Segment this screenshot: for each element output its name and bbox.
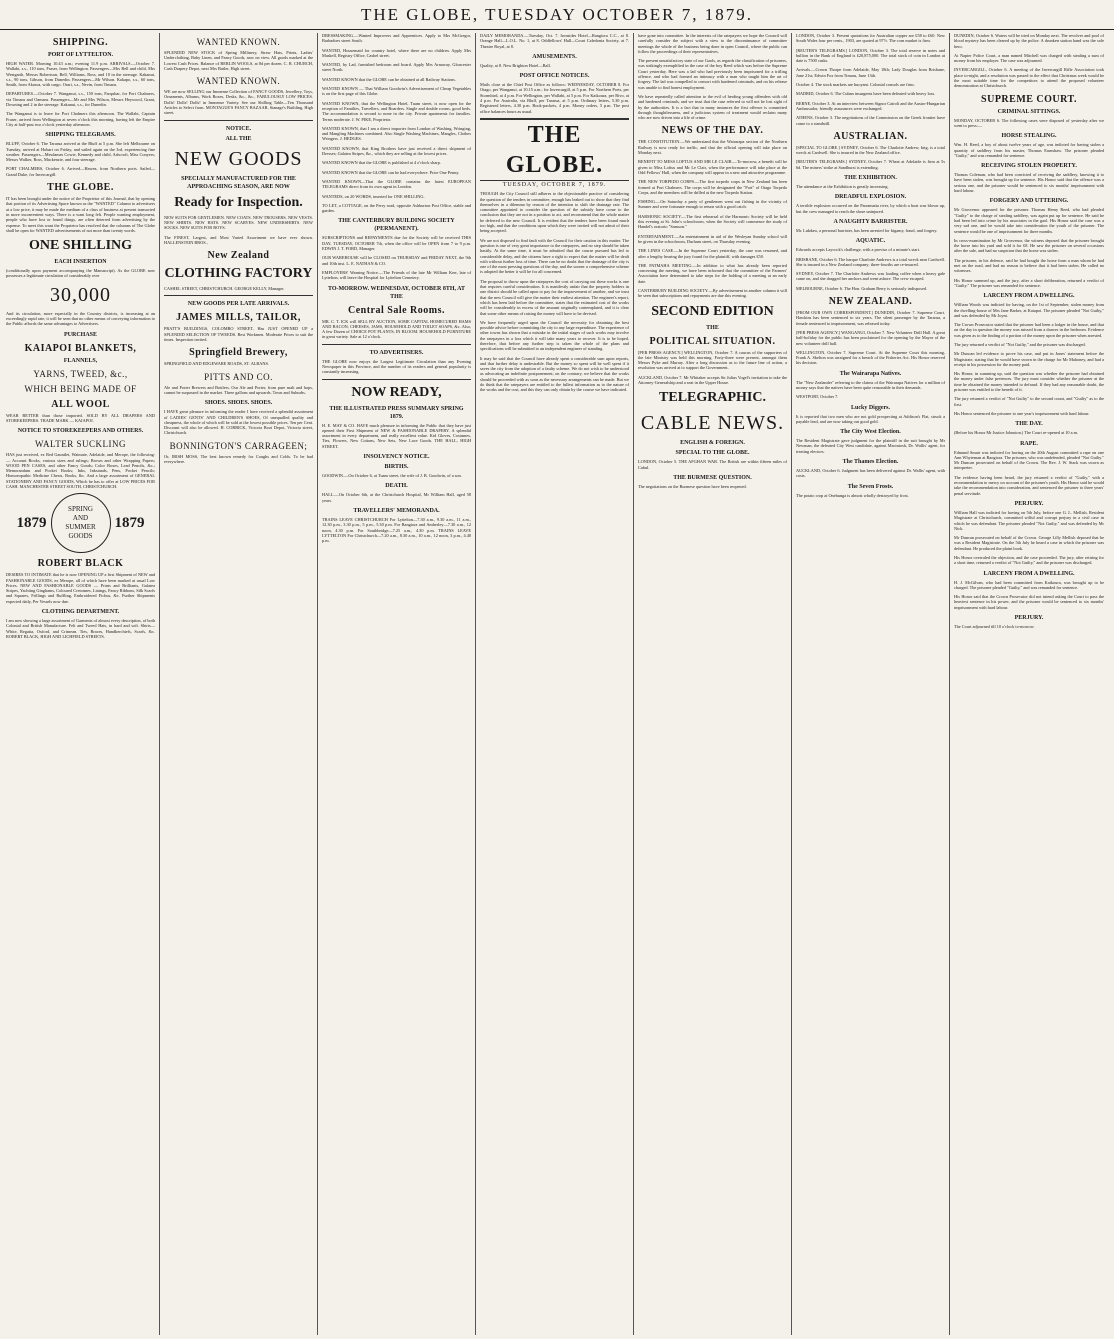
- article-paragraph: WANTED KNOWN, that I am a direct importer from London of Washing, Wringing, and Mangling Machines combined. Also Single Washing Machines, Mangles, Clothes Wringers. J. HEDGES.: [322, 125, 471, 142]
- article-paragraph: His Honor overruled the objection, and the case proceeded. The jury, after retiring for a short time, returned a verdict of "Not Guilty," and the prisoner was discharged.: [954, 555, 1104, 566]
- article-paragraph: WANTED KNOWN—That the GLOBE contains the latest EUROPEAN TELEGRAMS direct from its own agent in London.: [322, 178, 471, 190]
- display-heading: CLOTHING FACTORY: [164, 266, 313, 282]
- article-paragraph: SPRINGFIELD AND EDGEWARE ROADS, ST. ALBANS.: [164, 361, 269, 367]
- subheading: BONNINGTON'S CARRAGEEN;: [169, 440, 308, 451]
- article-paragraph: TRAINS LEAVE CHRISTCHURCH For Lyttelton—7.30 a.m., 9.30 a.m., 11 a.m., 12.30 p.m., 3.30 p.m., 5 p.m., 5.30 p.m. For Rangiora and Amberley—7.30 a.m., 12 noon, 4.30 p.m. For Southbridge—7.25 a.m., 4.30 p.m. TRAINS LEAVE LYTTELTON For Christchurch—7.20 a.m., 8.30 a.m., 10 a.m., 12 noon, 3 p.m., 4.40 p.m.: [322, 516, 471, 544]
- article-paragraph: The evidence having been heard, the jury returned a verdict of "Guilty," with a recommendation to mercy on account of the prisoner's youth. His Honor said he would take the recommendation into consideration, and sentenced the prisoner to three years' penal servitude.: [954, 474, 1104, 496]
- article-paragraph: Mr Duncan prosecuted on behalf of the Crown. George Lilly Mellish deposed that he was a Resident Magistrate. On the 5th July he heard a case in which the prisoner was defendant. He produced the plaint book.: [954, 535, 1104, 551]
- display-text: NEW GOODS: [174, 147, 303, 170]
- section-heading: SHIPPING.: [52, 37, 109, 48]
- minor-heading: THE BURMESE QUESTION.: [673, 474, 752, 481]
- article-paragraph: Mails close at the Chief Post Office as follows: WEDNESDAY, OCTOBER 8. For Otago, per Wanganui, at 10.15 a.m.; for Invercargill, at 5 p.m. For Northern Ports, per Stormbird, at 4 p.m. For Wellington, per Wallabi, at 5 p.m. For Kaikoura, per Rivo, at 4 p.m. For Australia, via Bluff, per Tararua, at 5 p.m. Ordinary letters, 5.30 p.m. Registered letters, 4.30 p.m. Book-packets, 4 p.m. Money orders, 5 p.m. The post office balances hours as usual.: [480, 82, 629, 114]
- article-paragraph: The Resident Magistrate gave judgment for the plaintiff in the suit brought by Mr Newman, the defeated City West candidate, against Macintosh, Dr. Wallis' agent, for treating electors.: [796, 438, 945, 454]
- article-paragraph: OUR WAREHOUSE will be CLOSED on THURSDAY and FRIDAY NEXT, the 9th and 10th inst. L. E. NATHAN & CO.: [322, 255, 471, 266]
- article-paragraph: PORT CHALMERS, October 6. Arrived—Hawea, from Northern ports. Sailed—Grand Duke, for Invercargill.: [6, 166, 155, 177]
- article-paragraph: WANTED KNOWN that the GLOBE can be had everywhere. Price One Penny.: [322, 169, 460, 175]
- article-paragraph: THE CONSTITUTION.—We understand that the Wairarapa section of the Northern Railway is now ready for traffic, and that the official opening will take place on Monday next.: [638, 139, 787, 156]
- minor-heading: Lucky Diggers.: [851, 404, 890, 411]
- article-paragraph: have gone into committee. In the interests of the ratepayers we hope the Council will carefully consider the subject with a view to the discontinuance of committee meetings the whole of the business being done in open Council, where the public can follow the proceedings of their representatives.: [638, 33, 787, 54]
- section-heading: ROBERT BLACK: [37, 558, 124, 570]
- minor-heading: DEATH.: [385, 483, 408, 490]
- column-7: [950, 33, 1108, 1335]
- minor-heading: EACH INSERTION: [54, 259, 107, 266]
- article-paragraph: WANTED KNOWN, that King Brothers have just received a direct shipment of Dresses; Galatea Stripes, &c., which they are selling at the lowest prices.: [322, 145, 471, 157]
- article-paragraph: ENTERTAINMENT.—An entertainment in aid of the Wesleyan Sunday school will be given in the schoolroom, Durham street, on Thursday evening.: [638, 233, 787, 244]
- seal-year-right: 1879: [114, 514, 145, 531]
- article-paragraph: William Woods was indicted for having, on the 1st of September, stolen money from the dwelling-house of Mrs Jane Barker, at Kaiapoi. The prisoner pleaded "Not Guilty," and was defended by Mr Joynt.: [954, 302, 1104, 318]
- minor-heading: NEW GOODS PER LATE ARRIVALS.: [187, 301, 290, 308]
- minor-heading: FORGERY AND UTTERING.: [989, 198, 1069, 205]
- article-paragraph: Wm. H. Reed, a boy of about twelve years of age, was indicted for having stolen a quantity of saddlery from his master, Thomas Earnshaw. The prisoner pleaded "Guilty," and was remanded for sentence.: [954, 142, 1104, 158]
- article-paragraph: [PER PRESS AGENCY.] WELLINGTON, October 7. A caucus of the supporters of the late Ministry was held this morning. Forty-three were present, amongst them Messrs Pyke and Murray. After a long discussion as to the future line of action, a resolution was arrived at to support the Government.: [638, 349, 787, 371]
- article-paragraph: The Crown Prosecutor stated that the prisoner had been a lodger in the house, and that on the day in question the money was missed from a drawer in the bedroom. Evidence was given as to the finding of a portion of the money upon the prisoner when arrested.: [954, 322, 1104, 338]
- section-heading: POLITICAL SITUATION.: [649, 335, 776, 347]
- column-5: [634, 33, 792, 1335]
- minor-heading: THE CANTERBURY BUILDING SOCIETY (PERMANENT).: [338, 218, 455, 233]
- article-paragraph: CANTERBURY BUILDING SOCIETY.—By advertisement in another column it will be seen that subscriptions and repayments are due this evening.: [638, 287, 787, 299]
- article-paragraph: MADRID, October 6. The Cuban insurgents have been defeated with heavy loss.: [796, 91, 936, 97]
- minor-heading: THE ILLUSTRATED PRESS SUMMARY SPRING 1879.: [329, 405, 464, 420]
- article-paragraph: We have frequently urged upon the Council the necessity for obtaining the best possible advice before committing the city to any large expenditure. The experience of other towns has shown that a mistake in the initial stages of such works may involve the ratepayers in a loss which it will take many years to recover. It is to be hoped, therefore, that before any further step is taken the whole of the plans and specifications will be submitted to an independent engineer of standing.: [480, 319, 629, 352]
- article-paragraph: WESTPORT, October 7.: [796, 394, 839, 400]
- article-paragraph: EMPLOYERS' Warning Notice.—The Friends of the late Mr William Kerr, late of Lyttelton, will leave the Hospital for Lyttelton Cemetery.: [322, 269, 471, 281]
- article-paragraph: HALL.—On October 6th, at the Christchurch Hospital, Mr William Hall, aged 58 years.: [322, 492, 471, 503]
- minor-heading: The City West Election.: [840, 429, 901, 436]
- minor-heading: FLANNELS,: [63, 357, 98, 364]
- column-6: [792, 33, 950, 1335]
- minor-heading: The Wairarapa Natives.: [839, 370, 902, 377]
- minor-heading: ENGLISH & FOREIGN.: [680, 440, 745, 447]
- minor-heading: NOTICE TO STOREKEEPERS AND OTHERS.: [17, 428, 144, 435]
- article-paragraph: THE GLOBE now enjoys the Largest Legitimate Circulation than any Evening Newspaper in this Province, and the number of its readers and general popularity is constantly increasing.: [322, 358, 471, 375]
- minor-heading: THE: [706, 324, 719, 331]
- article-paragraph: Ale and Porter Brewers and Bottlers. Our Ale and Porter, from pure malt and hops, cannot be surpassed in the market. Three gallons and upwards. Town and Suburbs.: [164, 384, 313, 395]
- article-paragraph: The Wanganui is to leave for Port Chalmers this afternoon. The Wallabi, Captain Fraser, arrived from Wellington at seven o'clock this morning, having left the Empire City at half-past two o'clock yesterday afternoon.: [6, 111, 155, 127]
- minor-heading: THE EXHIBITION.: [844, 175, 897, 182]
- article-paragraph: Arrivals.—Crown Thorpe from Adelaide, May 18th; Lady Douglas from Brisbane, June 21st; Edwin Fox from Timaru, June 13th.: [796, 67, 945, 78]
- article-paragraph: (conditionally upon payment accompanying the Manuscript). As the GLOBE now possesses a legitimate circulation of considerably over: [6, 268, 155, 279]
- article-paragraph: SYDNEY, October 7. The Charlotte Andrews was loading coffee when a heavy gale came on, and she dragged her anchors and went ashore. The crew escaped.: [796, 271, 945, 282]
- display-text: CABLE NEWS.: [640, 412, 785, 435]
- masthead-title: THE GLOBE, TUESDAY OCTOBER 7, 1879.: [360, 5, 754, 24]
- minor-heading: POST OFFICE NOTICES.: [519, 73, 590, 80]
- column-2: [160, 33, 318, 1335]
- article-paragraph: BLUFF, October 6. The Tararua arrived at the Bluff at 5 p.m. She left Melbourne on Tuesday, arrived at Hobart on Friday, and sailed again on the 3rd, experiencing fine weather. Passengers—Mesdames Cowie, Kennedy and child, Ashcroft, Miss Conyers; Messrs Walker, Ross, Mackenzie, and four steerage.: [6, 141, 155, 163]
- article-paragraph: The prisoner, in his defence, said he had bought the horse from a man whom he had met on the road, and had no reason to believe that it had been stolen. He called no witnesses.: [954, 257, 1104, 274]
- section-heading: JAMES MILLS, TAILOR,: [176, 312, 301, 324]
- article-paragraph: Quality, at 8. New Brighton Hotel—Ball.: [480, 62, 551, 68]
- article-paragraph: GOODWIN.—On October 6, at Tuam street, the wife of J. B. Goodwin, of a son.: [322, 473, 462, 479]
- minor-heading: SHIPPING TELEGRAMS.: [45, 132, 116, 139]
- article-paragraph: H. E. MAY & CO. HAVE much pleasure in informing the Public that they have just opened their First Shipment of NEW & FASHIONABLE DRAPERY. A splendid assortment in every department, and really excellent value. Kid Gloves, Costumes, Ties, Flowers, New Cottons, New Sets, New Lace Goods. THE HALL, HIGH STREET.: [322, 422, 471, 449]
- display-heading: Ready for Inspection.: [174, 194, 303, 210]
- article-paragraph: His Honor summed up, and the jury, after a short deliberation, returned a verdict of "Guilty." The prisoner was remanded for sentence.: [954, 277, 1104, 288]
- article-paragraph: DUNEDIN, October 6. Waters will be tried on Monday next. The revolver and pool of blood mystery has been cleared up by the police. A drunken station hand was the sole hero.: [954, 33, 1104, 49]
- article-paragraph: The jury returned a verdict of "Not Guilty" to the second count, and "Guilty" as to the first.: [954, 396, 1104, 407]
- spring-summer-goods-seal: SPRING AND SUMMER GOODS: [51, 493, 111, 553]
- minor-heading: LARCENY FROM A DWELLING.: [983, 570, 1075, 577]
- article-paragraph: MONDAY, OCTOBER 6. The following cases were disposed of yesterday after we went to press:—: [954, 117, 1104, 128]
- article-paragraph: We are not disposed to find fault with the Council for their caution in this matter. The question is one of very great importance to the ratepayers, and no step should be taken hastily. At the same time, it must be admitted that the course pursued has led to considerable delay, and the citizens have a right to expect that the matter will be dealt with without further loss of time. There can be no doubt that the drainage of the city is one of the most pressing questions of the day, and the sooner a comprehensive scheme is adopted the better it will be for all concerned.: [480, 237, 629, 275]
- article-paragraph: THE LINES CASE.—In the Supreme Court yesterday, the case was resumed, and after a lengthy hearing the jury found for the plaintiff, with damages £50.: [638, 248, 787, 259]
- dateline: TUESDAY, OCTOBER 7, 1879.: [502, 181, 607, 188]
- article-paragraph: THE PATMAHA MEETING.—In addition to what has already been reported concerning the meeting, we have been informed that the committee of the Farmers' Association have determined to take steps for the holding of a meeting at an early date.: [638, 262, 787, 284]
- minor-heading: TO-MORROW. WEDNESDAY, OCTOBER 8TH, AT THE: [327, 285, 466, 300]
- article-paragraph: LONDON, October 5. THE AFGHAN WAR. The British are within fifteen miles of Cabul.: [638, 459, 787, 470]
- column-rule: [322, 379, 471, 380]
- subheading: WHICH BEING MADE OF: [24, 383, 137, 394]
- article-paragraph: WANTED KNOWN, that the Wellington Hotel, Tuam street, is now open for the reception of Families, Travellers, and Boarders. Single and double rooms, good beds. The accommodation is second to none in the city. Private apartments for families. Terms moderate. J. W. PIKE, Proprietor.: [322, 100, 471, 122]
- article-paragraph: SUBSCRIPTIONS and REPAYMENTS due for the Society will be received THIS DAY, TUESDAY, OCTOBER 7th, when the office will be OPEN from 7 to 9 p.m. EDWIN J. T. FORD, Manager.: [322, 235, 471, 252]
- article-paragraph: WANTED KNOWN — That William Goodwin's Advertisement of Cheap Vegetables is on the first page of this Globe.: [322, 86, 471, 97]
- minor-heading: INSOLVENCY NOTICE.: [363, 454, 430, 461]
- minor-heading: RECEIVING STOLEN PROPERTY.: [981, 163, 1077, 170]
- subheading: WANTED KNOWN.: [196, 37, 281, 47]
- article-paragraph: The potato crop at Onehunga is almost wholly destroyed by frost.: [796, 492, 909, 498]
- article-paragraph: His Honor sentenced the prisoner to one year's imprisonment with hard labour.: [954, 410, 1090, 416]
- subheading: WALTER SUCKLING: [35, 439, 126, 450]
- article-paragraph: INVERCARGILL, October 6. A meeting of the Invercargill Rifle Association took place to-night, and a resolution was passed to the effect that Christmas week would be the most suitable time for the competitors to attend the proposed volunteer demonstration at Christchurch.: [954, 67, 1104, 89]
- column-rule: [164, 120, 313, 121]
- display-text: 30,000: [50, 283, 111, 306]
- minor-heading: The Seven Frosts.: [847, 483, 894, 490]
- article-paragraph: It is reported that two men who are not gold prospecting at Addison's Flat, struck a payable lead, and are now taking out good gold.: [796, 413, 945, 424]
- article-paragraph: WELLINGTON, October 7. Supreme Court. At the Supreme Court this morning, Frank A. Skelton was arraigned for a breach of the Fisheries Act. His Honor reserved his decision.: [796, 349, 945, 366]
- article-paragraph: BRISBANE, October 6. The barque Charlotte Andrews is a total wreck near Cardwell. She is insured in a New Zealand company; three-fourths are re-insured.: [796, 256, 945, 267]
- column-rule: [164, 295, 313, 296]
- minor-heading: BIRTHS.: [384, 464, 409, 471]
- article-paragraph: The jury returned a verdict of "Not Guilty," and the prisoner was discharged.: [954, 341, 1086, 347]
- column-4: [476, 33, 634, 1335]
- globe-nameplate: THE GLOBE.: [480, 118, 629, 181]
- article-paragraph: [REUTER'S TELEGRAMS.] LONDON, October 3. The total reserve in notes and bullion in the Bank of England is £20,875,000. The total stock of coin in London at date is 7500 casks.: [796, 47, 945, 64]
- column-3: [318, 33, 476, 1335]
- minor-heading: AQUATIC.: [855, 238, 886, 245]
- article-paragraph: Edmund Smart was indicted for having on the 20th August committed a rape on one Ann Whyteman at Rangiora. The prisoner, who was undefended, pleaded "Not Guilty." Mr Duncan prosecuted on behalf of the Crown. The Rev. J. W. Stack was sworn as interpreter.: [954, 449, 1104, 471]
- article-paragraph: PRATT'S BUILDINGS, COLOMBO STREET, Has JUST OPENED UP a SPLENDID SELECTION OF TWEEDS. Best Workmen. Moderate Prices to suit the times. Inspection invited.: [164, 326, 313, 343]
- article-paragraph: The "New Zealander" referring to the claims of the Wairarapa Natives for a million of money says that the natives have been quite reasonable in their demands.: [796, 379, 945, 390]
- article-paragraph: AUCKLAND, October 6. Judgment has been delivered against Dr. Wallis' agent, with costs.: [796, 468, 945, 479]
- minor-heading: The Thames Election.: [842, 459, 899, 466]
- minor-heading: PORT OF LYTTELTON.: [47, 52, 114, 58]
- article-paragraph: BENEFIT TO MESS LOFTUS AND MR LE CLAIR.—To-morrow, a benefit will be given to Miss Loftus and Mr Le Clair, when the performance will take place at the Odd Fellows' Hall, when the company will appear in a new and attractive programme.: [638, 159, 787, 175]
- display-heading: ONE SHILLING: [28, 238, 133, 254]
- article-paragraph: (Before his Honor Mr Justice Johnston.) The Court re-opened at 10 a.m.: [954, 430, 1079, 436]
- minor-heading: A NAUGHTY BARRISTER.: [833, 218, 908, 225]
- column-rule: [322, 344, 471, 345]
- section-heading: AUSTRALIAN.: [833, 130, 908, 142]
- article-paragraph: THE NEW TORPEDO CORPS.—The first torpedo corps in New Zealand has been formed at Port Chalmers. The corps will be designated the "Port" of Otago Torpedo Corps, and the members will be drilled at the new Torpedo Station.: [638, 179, 787, 195]
- article-paragraph: WANTED, Housemaid for country hotel, where there are no children. Apply Mrs Maskell, Registry Office, Cashel street.: [322, 47, 471, 58]
- article-paragraph: The FINEST, Largest, and Most Varied Assortment we have ever shown. HALLENSTEIN BROS.,: [164, 234, 313, 245]
- minor-heading: DREADFUL EXPLOSION.: [834, 194, 907, 201]
- article-paragraph: HARMONIC SOCIETY.—The first rehearsal of the Harmonic Society will be held this evening at St. John's schoolroom, when the Society will commence the study of Handel's oratorio "Samson.": [638, 213, 787, 230]
- article-paragraph: NEW SUITS FOR GENTLEMEN. NEW COATS. NEW TROUSERS. NEW VESTS. NEW SHIRTS. NEW HATS. NEW SCARVES. NEW UNDERSHIRTS. NEW SOCKS. NEW SUITS FOR BOYS.: [164, 214, 313, 231]
- minor-heading: CLOTHING DEPARTMENT.: [41, 609, 120, 616]
- article-paragraph: A terrible explosion occurred on the Parramatta river, by which a boat was blown up, but the crew managed to reach the shore uninjured.: [796, 203, 945, 214]
- article-paragraph: The attendance at the Exhibition is greatly increasing.: [796, 184, 889, 190]
- article-paragraph: His Honor said that the Crown Prosecutor did not intend asking the Court to pass the heaviest sentence in his power, and the prisoner would be sentenced to six months' imprisonment with hard labour.: [954, 594, 1104, 610]
- article-paragraph: Edwards accepts Laycock's challenge, with a proviso of a minute's start.: [796, 247, 920, 253]
- newspaper-columns: [2, 33, 1112, 1335]
- section-heading: Central Sale Rooms.: [348, 304, 445, 316]
- minor-heading: ALL THE: [225, 135, 252, 142]
- seal-year-left: 1879: [16, 514, 47, 531]
- article-paragraph: CASHEL STREET, CHRISTCHURCH. GEORGE KELLY, Manager.: [164, 286, 285, 292]
- article-paragraph: WEAR BETTER than those imported. SOLD BY ALL DRAPERS AND STOREKEEPERS. TRADE MARK — KAIAPOI.: [6, 412, 155, 423]
- article-paragraph: I am now showing a large assortment of Garments of almost every description, of both Colonial and British Manufacture. Felt and Tweed Hats, in hard and soft. Shirts—White, Regatta, Oxford, and Crimean. Ties, Braces, Handkerchiefs, Scarfs, &c. ROBERT BLACK, HIGH AND LICHFIELD STREETS.: [6, 618, 155, 639]
- article-paragraph: MR. C. T. ICK will SELL BY AUCTION, SOME CAPITAL HOMECURED HAMS AND BACON, CHEESES, JAMS, HOUSEHOLD AND TOILET SOAPS, &c. Also, A few Dozen of CHOICE POT PLANTS, IN BLOOM. HOUSEHOLD FURNITURE in great variety. Sale at 12 o'clock.: [322, 318, 471, 340]
- section-heading: New Zealand: [207, 250, 270, 262]
- article-paragraph: Mr Grosvenor appeared for the prisoner. Thomas Henry Reed, who had pleaded "Guilty" to the charge of stealing saddlery, was again put up for sentence. He said he had been led into crime by his associates in the gaol. His Honor said the case was a very sad one, and he would take into consideration the youth of the prisoner. The sentence would be one of imprisonment for three months.: [954, 207, 1104, 234]
- section-heading: Springfield Brewery,: [189, 347, 288, 359]
- article-paragraph: Mr Duncan led evidence to prove his case, and put in Jones' statement before the Magistrate, stating that he would have sworn in the charge for Mr Mahoney, and had a receipt in his possession for the money paid.: [954, 351, 1104, 367]
- minor-heading: SHOES. SHOES. SHOES.: [204, 400, 273, 407]
- display-heading: SECOND EDITION: [651, 303, 774, 319]
- subheading: WANTED KNOWN.: [196, 76, 281, 87]
- article-paragraph: MELBOURNE, October 6. The Hon. Graham Berry is seriously indisposed.: [796, 285, 928, 291]
- article-paragraph: THOUGH the City Council still adheres to the objectionable practice of considering the question of the tenders in committee, enough has leaked out to show that they find themselves in a dilemma by reason of the intention to shift the drainage rate. The committee appointed to consider the question of the subsidy have come to the conclusion that they are not in a position to act, and recommend that the whole matter be deferred to the new Council. It is evident that the tenders have been found much too high, and that the conditions upon which they were invited will not admit of their being accepted.: [480, 191, 629, 234]
- masthead: [0, 0, 1114, 30]
- minor-heading: PERJURY.: [1014, 615, 1044, 622]
- minor-heading: SPECIALLY MANUFACTURED FOR THE APPROACHING SEASON, ARE NOW: [181, 175, 296, 190]
- article-paragraph: Thomas Coleman, who had been convicted of receiving the saddlery, knowing it to have been stolen, was brought up for sentence. His Honor said that the offence was a serious one, and the prisoner would be sentenced to six months' imprisonment with hard labour.: [954, 172, 1104, 194]
- article-paragraph: William Hall was indicted for having on 5th July, before one G. L. Mellish, Resident Magistrate at Christchurch, committed wilful and corrupt perjury in a civil case in which he was defendant. The prisoner pleaded "Not Guilty," and was defended by Mr Nick.: [954, 509, 1104, 531]
- minor-heading: PERJURY.: [1014, 500, 1044, 507]
- article-paragraph: WANTED KNOWN that the GLOBE can be obtained at all Railway Stations.: [322, 76, 456, 82]
- minor-heading: CRIMINAL SITTINGS.: [997, 108, 1061, 115]
- minor-heading: TO ADVERTISERS.: [369, 349, 424, 356]
- minor-heading: HORSE STEALING.: [1001, 133, 1057, 140]
- article-paragraph: The negotiations on the Burmese question have been reopened.: [638, 483, 747, 489]
- section-heading: THE GLOBE.: [47, 182, 114, 194]
- article-paragraph: October 4. The stock markets are buoyant. Colonial consols are firm.: [796, 82, 915, 88]
- article-paragraph: [FROM OUR OWN CORRESPONDENT.] DUNEDIN, October 7. Supreme Court. Hawkins has been sentenced to six years. The silent passenger by the Tararua, a female sentenced to imprisonment, was released today.: [796, 310, 945, 326]
- article-paragraph: DEPARTURES.—October 7. Wanganui, s.s., 150 tons, Farquhar, for Port Chalmers, via Timaru and Oamaru. Passengers—Mr and Mrs Wilson, Messrs Heywood, Grant, Downing and 2 in the steerage. Kakanui, s.s., for Dunedin.: [6, 91, 155, 108]
- article-paragraph: We have repeatedly called attention to the evil of herding young offenders with old and hardened criminals, and we trust that the case referred to will not be lost sight of by the authorities. It is a fact that in many instances the first offence is committed through thoughtlessness, and a judicious system of treatment would reclaim many who are now driven into a life of crime.: [638, 93, 787, 121]
- minor-heading: RAPE.: [1020, 440, 1038, 447]
- article-paragraph: BERNE, October 3. At an interview between Signor Cairoli and the Austro-Hungarian Ambassador, friendly assurances were exchanged.: [796, 100, 945, 111]
- article-paragraph: H. J. McGilvan, who had been committed from Kaikoura, was brought up to be charged. The prisoner pleaded "Guilty," and was remanded for sentence.: [954, 579, 1104, 590]
- article-paragraph: WANTEDS, on 20 WORDS, inserted for ONE SHILLING.: [322, 193, 425, 199]
- article-paragraph: HIGH WATER. Morning 10.43 a.m.; evening 11.9 p.m. ARRIVALS.—October 7. Wallabi, s.s., 110 tons, Fraser, from Wellington. Passengers—Mrs Bell and child, Mrs Westgarth, Messrs Robertson, Bell, Williams, Ross, and 10 in the steerage. Kakanui, s.s., 90 tons, Gibson, from Dunedin. Passengers—Mr Wilson. Kakapo, s.s., 60 tons, Smith, from Akaroa, with cargo. Orari, s.s., Nevin, from Timaru.: [6, 61, 155, 88]
- article-paragraph: [SPECIAL TO GLOBE.] SYDNEY, October 6. The Charlotte Andrew, brig, is a total wreck at Cardwell. She is insured in the New Zealand office.: [796, 144, 945, 156]
- article-paragraph: WANTED, by Lad, furnished bedroom and board. Apply Mrs Arnaway, Gloucester street North.: [322, 62, 471, 73]
- minor-heading: TRAVELLERS' MEMORANDA.: [353, 507, 440, 514]
- article-paragraph: DESIRES TO INTIMATE that he is now OPENING UP a first Shipment of NEW and FASHIONABLE GOODS, ex Merope, all of which have been marked at usual Low Prices. NEW AND FASHIONABLE GOODS — Prints and Brilliants, Galatea Stripes, Yachting Ginghams, Coloured Cretonnes, Linings, Fancy Ribbons, Silk Scarfs and Squares, Frillings and Ruffling, Embroidered Fichus, &c. Further Shipments expected daily, Per Vessels now due.: [6, 572, 155, 604]
- article-paragraph: It may be said that the Council have already spent a considerable sum upon reports, and that further delay is undesirable. But the money so spent will be well spent if it saves the city from the adoption of a faulty scheme. We do not wish to be understood as advocating an indefinite postponement; on the contrary, we believe that the works should be proceeded with as soon as the necessary arrangements can be made. But we do think that the ratepayers are entitled to the fullest information as to the nature of the works and the cost, and this they can only obtain by the course we have indicated.: [480, 355, 629, 393]
- article-paragraph: LONDON, October 3. Present quotations for Australian copper are £58 to £60. New South Wales four per cents., 1903, are quoted at 97½. The corn market is firm.: [796, 33, 945, 44]
- article-paragraph: His Honor, in summing up, said the question was whether the prisoner had obtained the money under false pretences. The jury must consider whether the prisoner at the time he obtained the money intended to defraud. If they had any reasonable doubt, the prisoner was entitled to the benefit of it.: [954, 371, 1104, 393]
- article-paragraph: SPLENDID NEW STOCK of Spring Millinery, Straw Hats, Prints, Ladies' Underclothing, Baby Linen, and Fancy Goods, now on view. All goods marked at the Lowest Cash Prices. Balance of BERLIN WOOLS, at 8d per dozen. C. R. CHURCH, Cash Drapery Depot, next Mrs Butler, High street.: [164, 50, 313, 71]
- section-heading: ALL WOOL: [51, 398, 110, 410]
- section-heading: NEW ZEALAND.: [828, 296, 913, 308]
- article-paragraph: DAILY MEMORANDA.—Tuesday, Oct. 7. Ironsides Hotel—Rangiora C.C., at 8. Orange Hall—L.O.L. No. 1, at 8. Oddfellows' Hall—Court Caledonia Society, at 7. Theatre Royal, at 8.: [480, 33, 629, 49]
- article-paragraph: IT has been brought under the notice of the Proprietor of this Journal, that by opening that portion of its Advertising Space known as the "WANTED" Column to advertisers at a low price, it may be made the medium of a class of business at present transacted in more inconvenient ways. There is a want long felt. People wanting employment, people who have lost or found things, are often deterred from advertising by the expense. To meet this want the Proprietor has resolved that the columns of The Globe shall be open for WANTED advertisements of not more than twenty words.: [6, 196, 155, 233]
- subheading: PITTS AND CO.: [204, 371, 273, 382]
- minor-heading: LARCENY FROM A DWELLING.: [983, 293, 1075, 300]
- article-paragraph: And its circulation, more especially in the Country districts, is increasing at an exceedingly rapid rate, it will be seen that no other means of conveying information to the Public affords the same advantages to Advertisers.: [6, 310, 155, 327]
- article-paragraph: AUCKLAND, October 7. Mr Whitaker accepts Sir Julius Vogel's invitation to take the Attorney-Generalship and a seat in the Upper House.: [638, 374, 787, 386]
- column-1: [2, 33, 160, 1335]
- article-paragraph: The present unsatisfactory state of our Gaols, as regards the classification of prisoners, was strikingly exemplified in the case of the boy Reed which was before the Supreme Court yesterday. Here was a lad who had previously been imprisoned for a trifling offence, and who had formed an intimacy with a man who taught him the art of forgery. The lad was compelled to consort with hardened criminals, and on his release was unable to find honest employment.: [638, 58, 787, 90]
- display-heading: TELEGRAPHIC.: [659, 390, 766, 406]
- section-heading: SUPREME COURT.: [981, 93, 1077, 105]
- section-heading: NEWS OF THE DAY.: [661, 125, 764, 137]
- article-paragraph: Mr. Lukdaw, a personal barrister, has been arrested for bigamy, fraud, and forgery.: [796, 227, 938, 233]
- article-paragraph: DRESSMAKING.—Wanted Improvers and Apprentices. Apply to Mrs McGregor, Barbadoes street South.: [322, 33, 471, 44]
- article-paragraph: WE are now SELLING our Immense Collection of FANCY GOODS, Jewellery, Toys, Ornaments, Albums, Work Boxes, Desks, &c., &c., FABULOUSLY LOW PRICES. Dolls! Dolls! Dolls! in Immense Variety. See our Shilling Table—Ten Thousand Articles to Select from. MONTAGUE'S FANCY BAZAAR, Stanage's Building, High street.: [164, 89, 313, 116]
- minor-heading: SPECIAL TO THE GLOBE.: [675, 450, 750, 457]
- article-paragraph: In cross-examination by Mr Grosvenor, the witness deposed that the prisoner brought the horse into his yard and sold it for £8. He saw the prisoner on several occasions after the sale, and had no suspicion that the horse was stolen.: [954, 237, 1104, 254]
- article-paragraph: Or, IRISH MOSS, The best known remedy for Coughs and Colds. To be had everywhere.: [164, 453, 313, 465]
- article-paragraph: The Court adjourned till 10 o'clock to-morrow.: [954, 624, 1035, 630]
- minor-heading: THE DAY.: [1015, 421, 1043, 428]
- article-paragraph: [REUTER'S TELEGRAMS.] SYDNEY, October 7. Wheat at Adelaide is firm at 5s 6d. The miners' strike at Sandhurst is extending.: [796, 159, 945, 170]
- minor-heading: AMUSEMENTS.: [532, 53, 577, 60]
- subheading: YARNS, TWEED, &c.,: [33, 368, 128, 379]
- display-heading: NOW READY,: [351, 384, 442, 400]
- article-paragraph: I HAVE great pleasure in informing the reader I have received a splendid assortment of LADIES' GENTS' AND CHILDREN'S SHOES, Of unequalled quality and cheapness, the whole of which will be sold at the lowest possible prices. Ten per Cent. Discount will also be allowed. H. CORRICK, Victoria Boot Depot, Victoria street, Christchurch.: [164, 409, 313, 436]
- article-paragraph: HAS just received, ex Red Gauntlet, Waimate, Adelaide, and Merope, the following:— Account Books, various sizes and rulings; Brown and other Wrapping Papers; WOOD PEN CASES, and other Fancy Goods; Color Boxes, Lead Pencils, &c.; Memorandum and Pocket Books; Inks, Inkstands, Pens, Pocket Pencils; Homoeopathic Medicine Chests, Books, &c. And a large assortment of GENERAL STATIONERY AND FANCY GOODS, Which he has to offer at LOW PRICES FOR CASH. MANCHESTER STREET SOUTH, CHRISTCHURCH.: [6, 452, 155, 489]
- minor-heading: PURCHASE: [63, 331, 97, 338]
- section-heading: KAIAPOI BLANKETS,: [24, 342, 137, 354]
- article-paragraph: The proposal to throw upon the ratepayers the cost of carrying out these works is one that requires careful consideration. It is manifestly unfair that the property holders in one district should be called upon to pay for the improvement of another, and we trust that the new Council will give the matter their earliest attention. The engineer's report, which has been laid before the committee, states that the estimated cost of the works will be considerably in excess of the amount originally contemplated, and it is clear that some other means of raising the money will have to be devised.: [480, 278, 629, 316]
- article-paragraph: At Napier Police Court, a man named Mitchell was charged with stealing a sum of money from his employer. The case was adjourned.: [954, 52, 1104, 64]
- article-paragraph: ATHENS, October 3. The negotiations of the Commission on the Greek frontier have come to a standstill.: [796, 115, 945, 126]
- season-seal: [6, 493, 155, 553]
- article-paragraph: WANTED KNOWN that the GLOBE is published at 4 o'clock sharp.: [322, 160, 441, 166]
- minor-heading: NOTICE.: [225, 125, 252, 132]
- article-paragraph: FISHING.—On Saturday a party of gentlemen went out fishing in the vicinity of Sumner and were fortunate enough to return with a good catch.: [638, 199, 787, 210]
- article-paragraph: TO LET, a COTTAGE, on the Ferry road, opposite Ashburton Post Office, stable and garden.: [322, 202, 471, 214]
- article-paragraph: [PER PRESS AGENCY.] WANGANUI, October 7. New Volunteer Drill Hall. A great half-holiday for the public has been proclaimed for the opening by the Mayor of the new volunteer drill hall.: [796, 329, 945, 346]
